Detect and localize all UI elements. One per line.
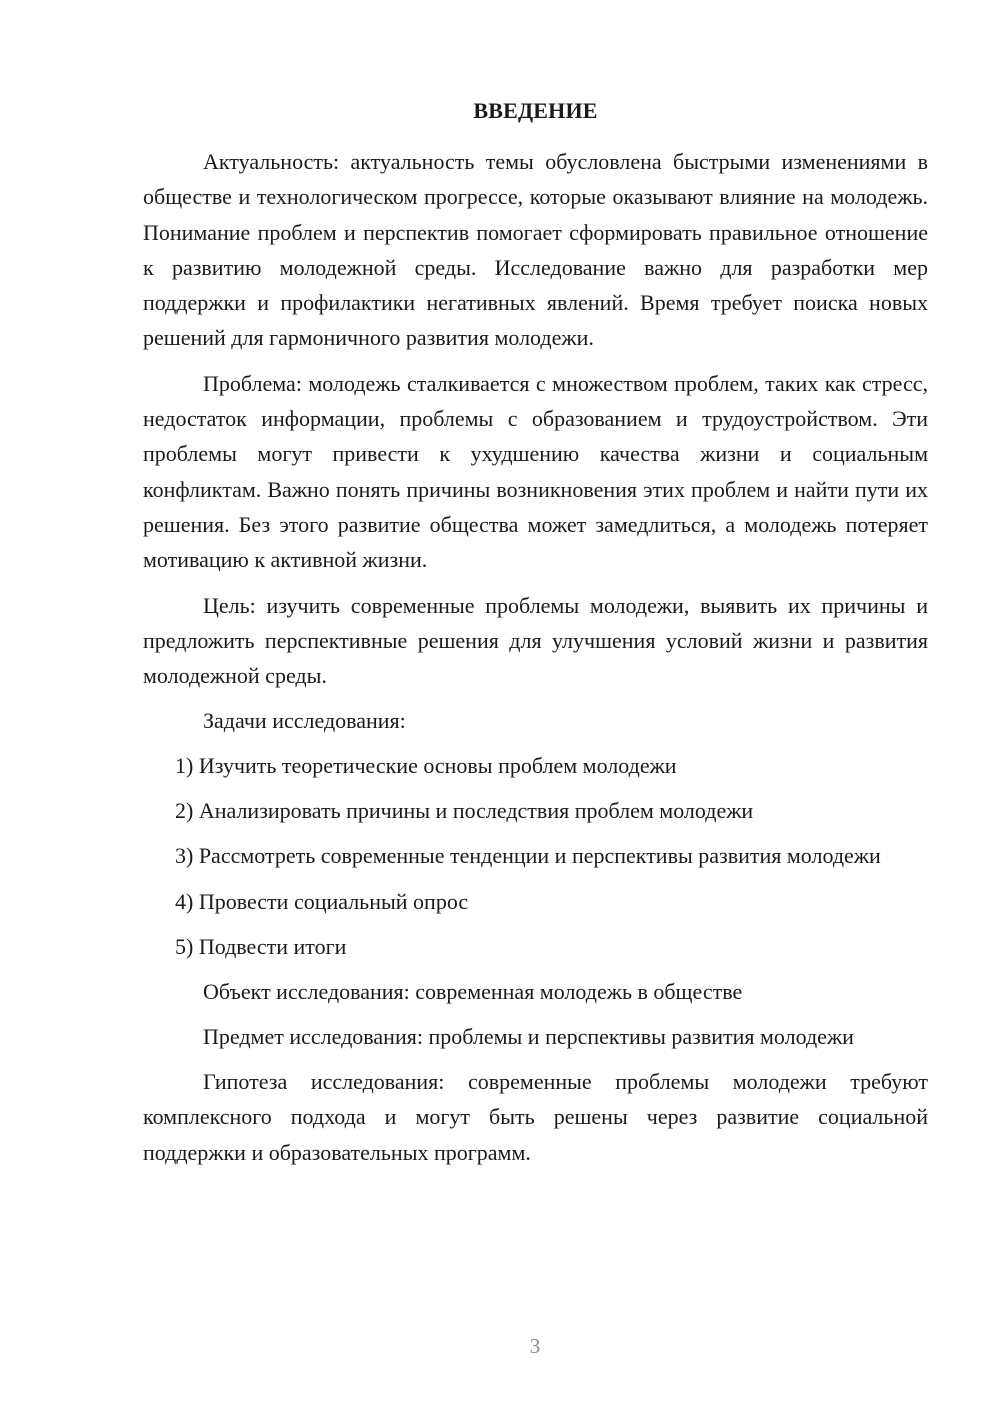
- hypothesis-paragraph: Гипотеза исследования: современные проблемы молодежи требуют комплексного подхода и могут быть решены через развитие социальной поддержки и образовательных программ.: [143, 1069, 928, 1165]
- goal-paragraph: Цель: изучить современные проблемы молодежи, выявить их причины и предложить перспективные решения для улучшения условий жизни и развития молодежной среды.: [143, 592, 928, 689]
- page-number: 3: [529, 1334, 541, 1358]
- task-item: 2) Анализировать причины и последствия проблем молодежи: [175, 798, 754, 824]
- task-item: 3) Рассмотреть современные тенденции и перспективы развития молодежи: [175, 843, 881, 869]
- task-item: 4) Провести социальный опрос: [175, 888, 469, 914]
- problem-paragraph: Проблема: молодежь сталкивается с множеством проблем, таких как стресс, недостаток информации, проблемы с образованием и трудоустройством. Эти проблемы могут привести к ухудшению качества жизни и социальным конфликтам. Важно понять причины возникновения этих проблем и найти пути их решения. Без этого развитие общества может замедлиться, а молодежь потеряет мотивацию к активной жизни.: [143, 370, 928, 573]
- object-paragraph: Объект исследования: современная молодежь в обществе: [203, 978, 743, 1004]
- relevance-paragraph: Актуальность: актуальность темы обусловлена быстрыми изменениями в обществе и технологическом прогрессе, которые оказывают влияние на молодежь. Понимание проблем и перспектив помогает сформировать правильное отношение к развитию молодежной среды. Исследование важно для разработки мер поддержки и профилактики негативных явлений. Время требует поиска новых решений для гармоничного развития молодежи.: [143, 149, 928, 351]
- task-item: 5) Подвести итоги: [175, 933, 347, 959]
- section-heading: ВВЕДЕНИЕ: [473, 98, 598, 123]
- tasks-heading: Задачи исследования:: [203, 708, 406, 734]
- page-content: [143, 96, 928, 1180]
- task-item: 1) Изучить теоретические основы проблем молодежи: [175, 753, 677, 779]
- subject-paragraph: Предмет исследования: проблемы и перспективы развития молодежи: [203, 1023, 854, 1049]
